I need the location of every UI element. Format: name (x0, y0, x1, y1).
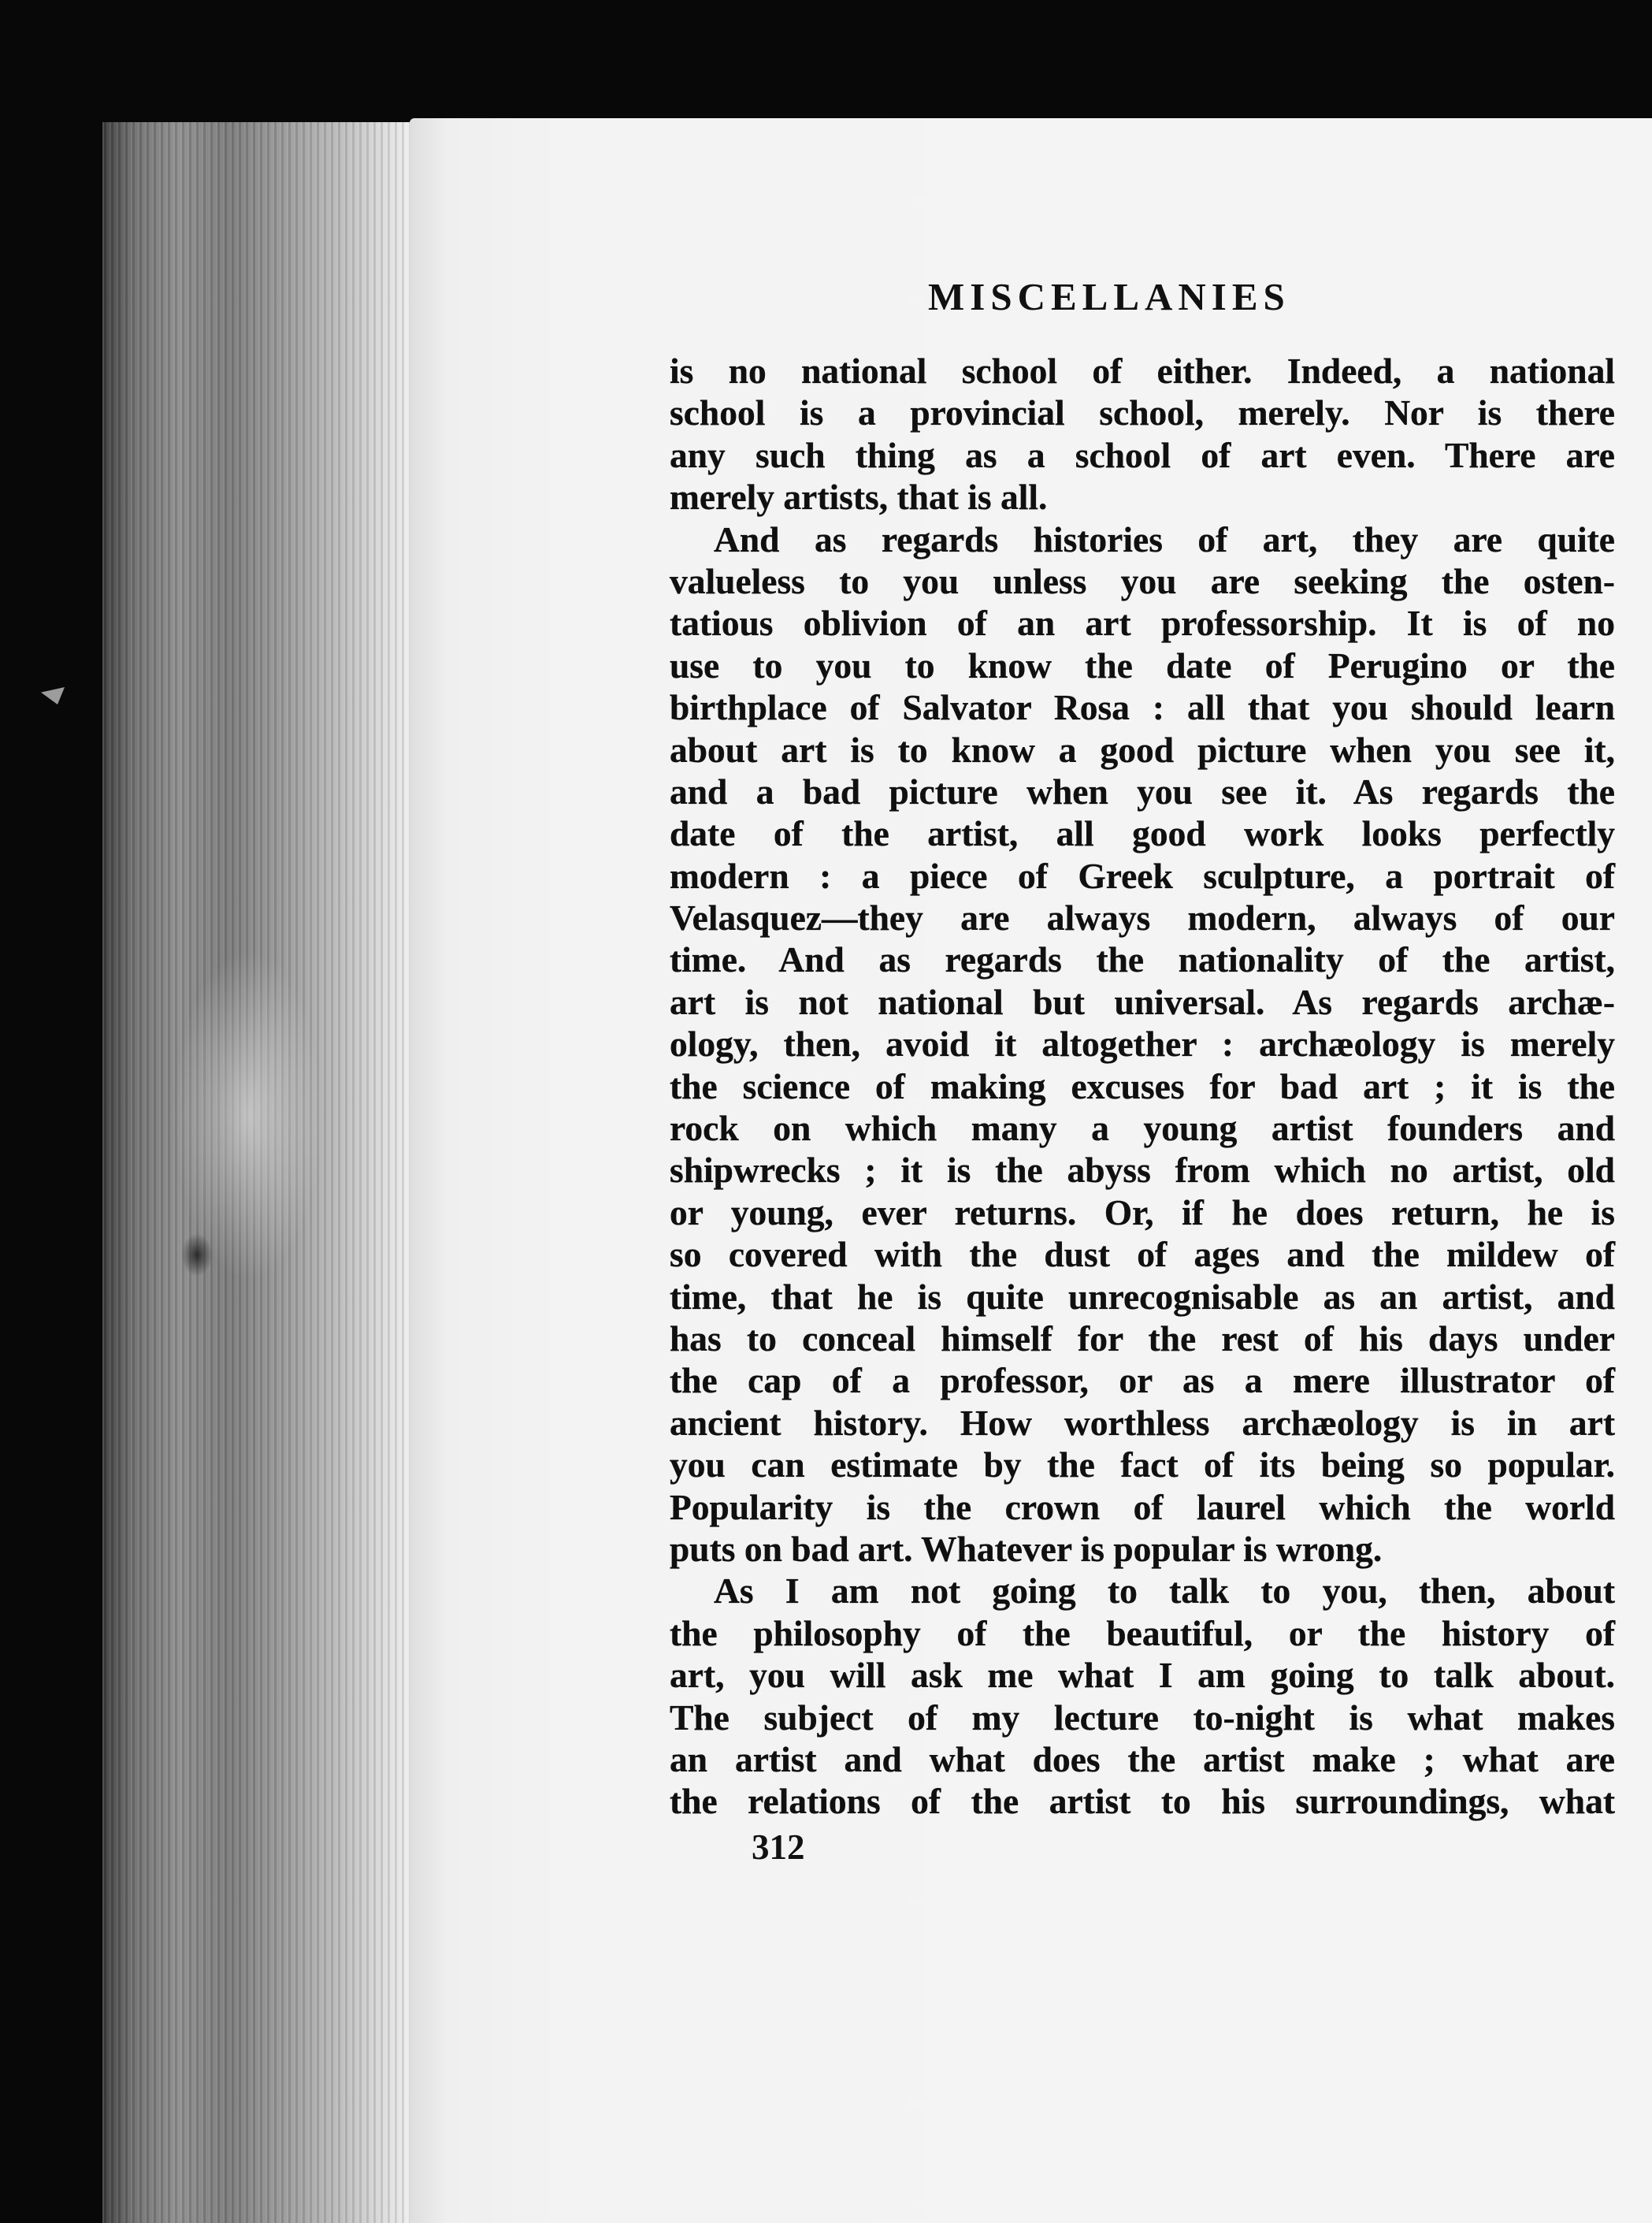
text-line: Velasquez—they are always modern, always of our (670, 898, 1615, 939)
text-line: birthplace of Salvator Rosa : all that you should learn (670, 687, 1615, 728)
running-head: MISCELLANIES (928, 275, 1290, 318)
text-line: the science of making excuses for bad art ; it is the (670, 1065, 1615, 1106)
text-line: about art is to know a good picture when you see it, (670, 729, 1615, 770)
book-page-edges (102, 122, 418, 2223)
text-line: time. And as regards the nationality of the artist, (670, 939, 1615, 980)
body-text (670, 350, 1615, 1823)
text-line: The subject of my lecture to-night is what makes (670, 1697, 1615, 1738)
text-line: tatious oblivion of an art professorship. It is of no (670, 603, 1615, 644)
text-line: school is a provincial school, merely. Nor is there (670, 392, 1615, 433)
page-number: 312 (752, 1827, 805, 1867)
text-line: and a bad picture when you see it. As regards the (670, 771, 1615, 812)
text-line: or young, ever returns. Or, if he does return, he is (670, 1191, 1615, 1232)
text-line: Popularity is the crown of laurel which the world (670, 1486, 1615, 1527)
text-line: art, you will ask me what I am going to talk about. (670, 1655, 1615, 1696)
text-line: an artist and what does the artist make ; what are (670, 1738, 1615, 1779)
text-line: the philosophy of the beautiful, or the history of (670, 1612, 1615, 1653)
text-line: use to you to know the date of Perugino or the (670, 645, 1615, 686)
text-line: shipwrecks ; it is the abyss from which no artist, old (670, 1150, 1615, 1191)
text-line: valueless to you unless you are seeking the osten- (670, 560, 1615, 601)
text-line: puts on bad art. Whatever is popular is wrong. (670, 1528, 1383, 1569)
text-line: you can estimate by the fact of its being so popular. (670, 1444, 1615, 1485)
text-line: is no national school of either. Indeed, a national (670, 351, 1615, 391)
text-line: the relations of the artist to his surroundings, what (670, 1781, 1615, 1822)
text-line: rock on which many a young artist founders and (670, 1108, 1615, 1149)
text-line: merely artists, that is all. (670, 477, 1048, 518)
text-line: any such thing as a school of art even. There are (670, 434, 1615, 475)
page-edge-speck (181, 1233, 213, 1277)
text-line: And as regards histories of art, they are quite (714, 519, 1615, 559)
text-line: the cap of a professor, or as a mere illustrator of (670, 1360, 1615, 1401)
text-line: ology, then, avoid it altogether : archæology is merely (670, 1024, 1615, 1065)
text-line: modern : a piece of Greek sculpture, a portrait of (670, 855, 1615, 896)
page-tab-mark (41, 687, 65, 704)
text-line: so covered with the dust of ages and the mildew of (670, 1234, 1615, 1275)
text-line: art is not national but universal. As regards archæ- (670, 981, 1615, 1022)
text-line: As I am not going to talk to you, then, about (714, 1571, 1615, 1611)
text-line: date of the artist, all good work looks perfectly (670, 813, 1615, 854)
text-line: has to conceal himself for the rest of his days under (670, 1318, 1615, 1359)
text-line: time, that he is quite unrecognisable as an artist, and (670, 1276, 1615, 1317)
page-edge-stain (173, 950, 323, 1281)
text-line: ancient history. How worthless archæology is in art (670, 1402, 1615, 1443)
